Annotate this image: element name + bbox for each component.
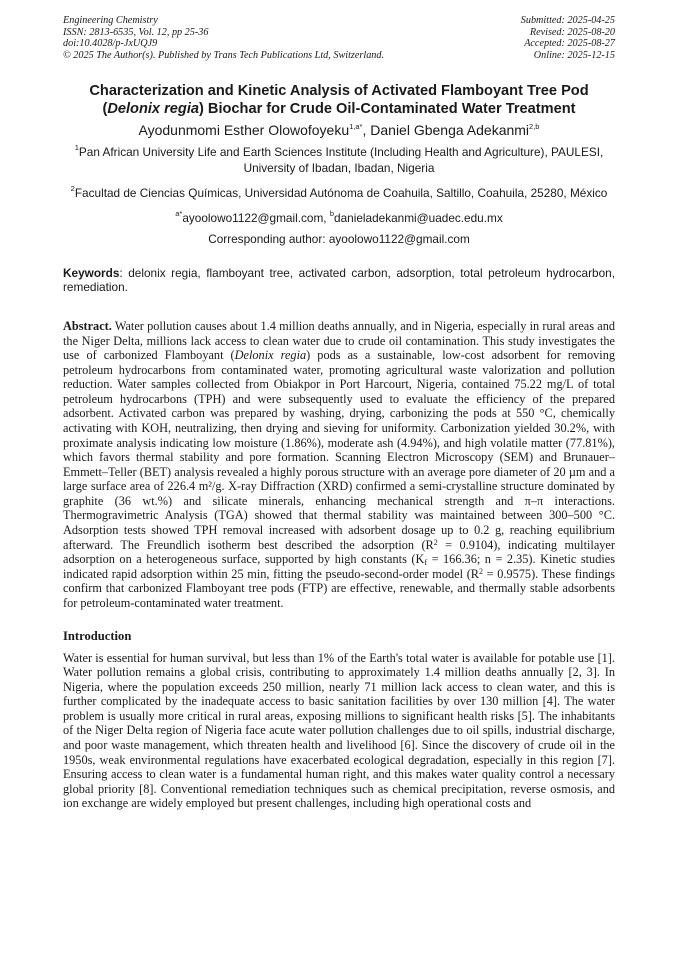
abstract-text-4: = 166.36; n = 2.35). Kinetic studies indicated rapid adsorption within 25 min, fitting the pseudo-second-order model (R [63, 552, 616, 581]
publication-dates [521, 15, 615, 61]
abstract-kf-subscript: f [424, 558, 428, 568]
paper-page [63, 15, 615, 811]
abstract-text-5: = 0.9575). These findings confirm that carbonized Flamboyant tree pods (FTP) are effective, renewable, and thermally stable adsorbents for petroleum-contaminated water treatment. [63, 566, 615, 610]
journal-name: Engineering Chemistry [63, 15, 158, 26]
keywords-label: Keywords [63, 265, 120, 280]
affiliation-2-text: Facultad de Ciencias Químicas, Universidad Autónoma de Coahuila, Saltillo, Coahuila, 25280, México [74, 185, 608, 200]
affiliation-2-marker: 2 [70, 183, 75, 193]
affiliation-1-text: Pan African University Life and Earth Sciences Institute (Including Health and Agriculture), PAULESI, University of Ibadan, Ibadan, Nigeria [78, 145, 604, 176]
author-list [63, 121, 615, 139]
email-a-link[interactable]: ayoolowo1122@gmail.com [182, 210, 324, 225]
abstract-r2-superscript-1: 2 [433, 537, 438, 547]
email-b-marker: b [329, 208, 335, 218]
title-open-paren: ( [102, 100, 108, 117]
abstract-label: Abstract. [63, 318, 112, 333]
accepted-date: Accepted: 2025-08-27 [524, 38, 615, 50]
publication-info [63, 15, 384, 61]
author-1-affiliation-marker: 1,a* [349, 122, 363, 132]
abstract-r2-superscript-2: 2 [479, 566, 483, 576]
title-line-1: Characterization and Kinetic Analysis of Activated Flamboyant Tree Pod [89, 83, 589, 100]
abstract-block [63, 319, 615, 611]
affiliation-2 [63, 183, 615, 202]
doi-line[interactable]: doi:10.4028/p-JxUQJ9 [63, 38, 158, 50]
keywords-text: : delonix regia, flamboyant tree, activated carbon, adsorption, total petroleum hydrocarbon, remediation. [63, 265, 615, 295]
author-1: Ayodunmomi Esther Olowofoyeku [138, 122, 350, 139]
issn-line: ISSN: 2813-6535, Vol. 12, pp 25-36 [63, 26, 209, 38]
introduction-paragraph: Water is essential for human survival, but less than 1% of the Earth's total water is available for potable use [1]. Water pollution remains a global crisis, contributing to approximately 1.4 million deaths annually [2, 3]. In Nigeria, where the population exceeds 250 million, nearly 71 million lack access to clean water, and this is further complicated by the inadequate access to basic sanitation facilities by over 130 million [4]. The water problem is usually more critical in rural areas, exposing millions to significant health risks [5]. The inhabitants of the Niger Delta region of Nigeria face acute water pollution challenges due to oil spills, industrial discharge, and poor waste management, which threaten health and livelihood [6]. Since the discovery of crude oil in the 1950s, weak environmental regulations have exacerbated ecological degradation, especially in this region [7]. Ensuring access to clean water is a fundamental human right, and this makes water quality control a necessary global priority [8]. Conventional remediation techniques such as chemical precipitation, reverse osmosis, and ion exchange are widely employed but present challenges, including high operational costs and [63, 650, 615, 811]
title-line-2-rest: ) Biochar for Crude Oil-Contaminated Water Treatment [199, 100, 576, 117]
affiliation-1-marker: 1 [74, 143, 79, 153]
affiliation-1 [63, 145, 615, 177]
title-species-name: Delonix regia [107, 100, 199, 117]
author-separator: , [362, 122, 371, 139]
email-separator: , [323, 210, 330, 225]
author-emails [63, 208, 615, 226]
abstract-species-name: Delonix regia [234, 348, 307, 363]
email-a-marker: a* [175, 208, 183, 218]
abstract-text-1: Water pollution causes about 1.4 million deaths annually, and in Nigeria, especially in rural areas and the Niger Delta, millions lack access to clean water due to crude oil contamination. This study investigates the use of carbonized Flamboyant ( [63, 318, 615, 363]
abstract-text-2: ) pods as a sustainable, low-cost adsorbent for removing petroleum hydrocarbons from contaminated water, promoting agricultural waste valorization and pollution reduction. Water samples collected from Obiakpor in Port Harcourt, Nigeria, contained 75.22 mg/L of total petroleum hydrocarbons (TPH) and were subsequently used to evaluate the efficiency of the prepared adsorbent. Activated carbon was prepared by washing, drying, carbonizing the pods at 550 °C, chemically activating with KOH, neutralizing, then drying and sieving for uniformity. Carbonization yielded 30.2%, with proximate analysis indicating low moisture (1.86%), moderate ash (4.94%), and high volatile matter (77.81%), which favors thermal stability and pore formation. Scanning Electron Microscopy (SEM) and Brunauer–Emmett–Teller (BET) analysis revealed a highly porous structure with an average pore diameter of 20 µm and a large surface area of 226.4 m²/g. X-ray Diffraction (XRD) confirmed a semi-crystalline structure dominated by graphite (36 wt.%) and silicate minerals, enhancing mechanical strength and π–π interactions. Thermogravimetric Analysis (TGA) showed that thermal stability was maintained between 300–500 °C. Adsorption tests showed TPH removal increased with adsorbent dosage up to 0.2 g, reaching equilibrium afterward. The Freundlich isotherm best described the adsorption (R [63, 348, 615, 552]
paper-title [63, 83, 615, 118]
author-2: Daniel Gbenga Adekanmi [370, 122, 530, 139]
copyright-line: © 2025 The Author(s). Published by Trans Tech Publications Ltd, Switzerland. [63, 49, 385, 61]
header-metadata [63, 15, 615, 61]
email-b-link[interactable]: danieladekanmi@uadec.edu.mx [334, 210, 503, 225]
author-2-affiliation-marker: 2,b [529, 122, 540, 132]
keywords-block [63, 266, 615, 295]
corresponding-author: Corresponding author: ayoolowo1122@gmail.com [208, 231, 470, 246]
submitted-date: Submitted: 2025-04-25 [520, 15, 615, 26]
revised-date: Revised: 2025-08-20 [529, 26, 615, 38]
online-date: Online: 2025-12-15 [533, 49, 615, 61]
abstract-text-3: = 0.9104), indicating multilayer adsorption on a heterogeneous surface, supported by high constants (K [63, 537, 615, 567]
title-line-2 [63, 101, 615, 119]
introduction-heading: Introduction [63, 628, 132, 643]
